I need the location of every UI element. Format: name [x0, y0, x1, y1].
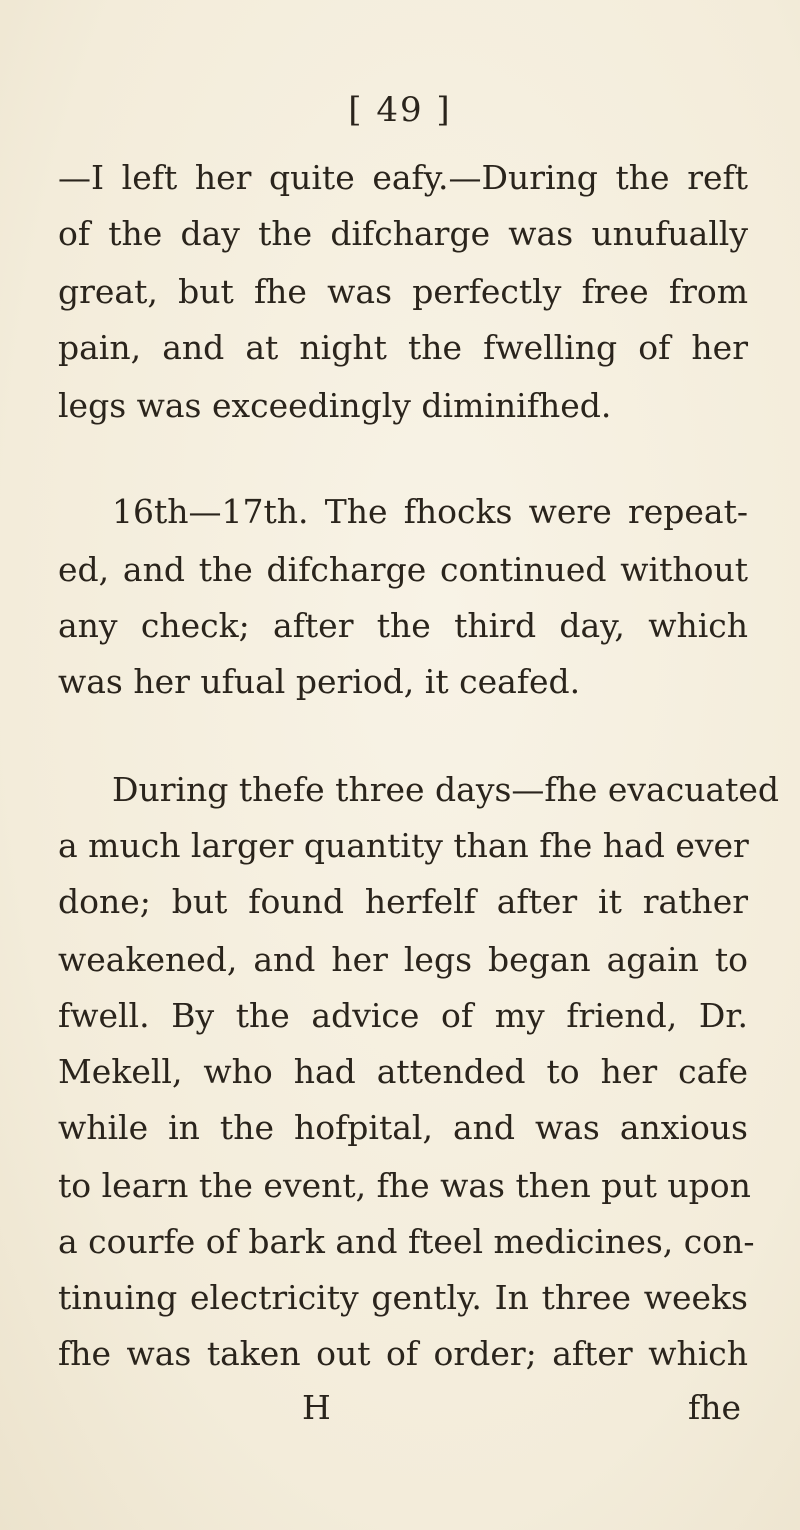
page-number: [ 49 ]: [348, 90, 452, 130]
text-line: fhe was taken out of order; after which: [58, 1334, 748, 1373]
text-line: ed, and the difcharge continued without: [58, 550, 748, 589]
text-line: was her ufual period, it ceafed.: [58, 662, 581, 701]
text-line: to learn the event, fhe was then put upon: [58, 1166, 751, 1205]
text-line: done; but found herfelf after it rather: [58, 882, 748, 921]
text-line: Mekell, who had attended to her cafe: [58, 1052, 748, 1091]
text-line: pain, and at night the fwelling of her: [58, 328, 748, 367]
text-line: During thefe three days—fhe evacuated: [112, 770, 780, 809]
text-line: a courfe of bark and fteel medicines, con-: [58, 1222, 755, 1261]
text-line: while in the hofpital, and was anxious: [58, 1108, 748, 1147]
text-line: tinuing electricity gently. In three weeks: [58, 1278, 748, 1317]
text-line: —I left her quite eafy.—During the reft: [58, 158, 748, 197]
text-line: weakened, and her legs began again to: [58, 940, 748, 979]
text-line: any check; after the third day, which: [58, 606, 748, 645]
text-line: of the day the difcharge was unufually: [58, 214, 748, 253]
text-line: a much larger quantity than fhe had ever: [58, 826, 749, 865]
signature-mark: H: [302, 1388, 331, 1427]
text-line: fwell. By the advice of my friend, Dr.: [58, 996, 748, 1035]
text-line: legs was exceedingly diminifhed.: [58, 386, 612, 425]
text-line: 16th—17th. The fhocks were repeat-: [112, 492, 748, 531]
catchword: fhe: [688, 1388, 741, 1427]
text-line: great, but fhe was perfectly free from: [58, 272, 748, 311]
